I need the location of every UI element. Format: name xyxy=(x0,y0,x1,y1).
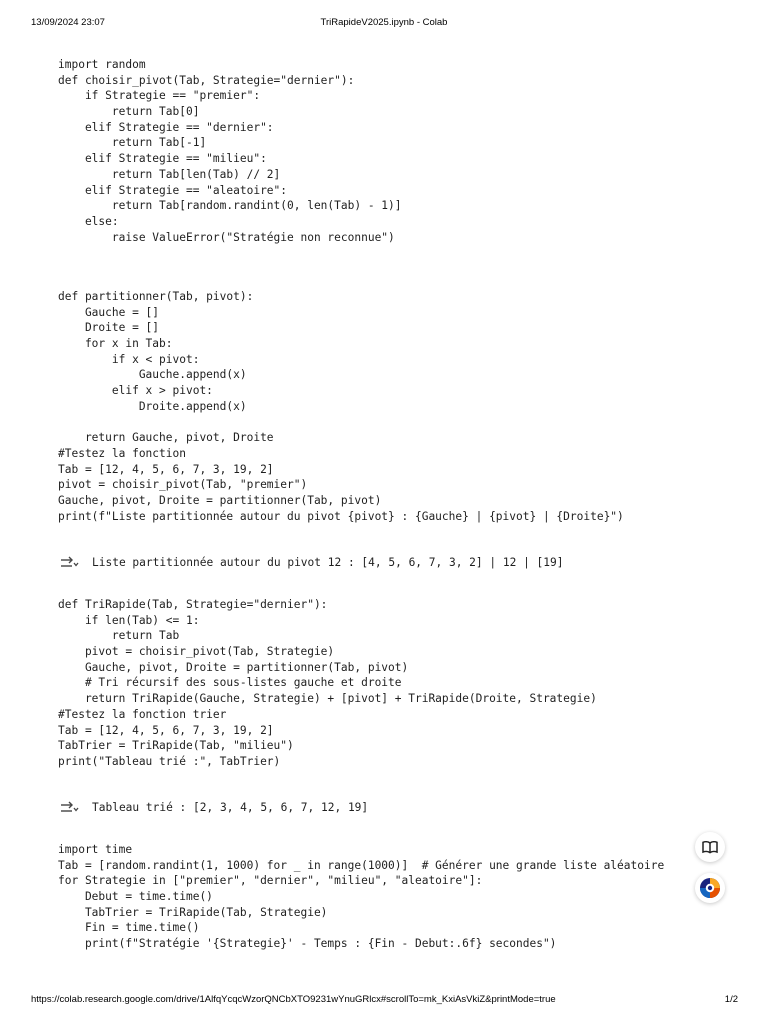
code-line: Gauche.append(x) xyxy=(58,368,247,382)
code-line: Tab = [12, 4, 5, 6, 7, 3, 19, 2] xyxy=(58,462,274,476)
output-text: Tableau trié : [2, 3, 4, 5, 6, 7, 12, 19] xyxy=(92,800,369,814)
print-url: https://colab.research.google.com/drive/1AlfqYcqcWzorQNCbXTO9231wYnuGRlcx#scrollTo=mk_KxiAsVkiZ&printMode=true xyxy=(31,994,556,1005)
cell-output-sorted xyxy=(58,798,368,816)
code-line: Debut = time.time() xyxy=(58,890,213,904)
code-line: return Tab[0] xyxy=(58,105,200,119)
code-line: return Tab[-1] xyxy=(58,136,207,150)
code-line: for x in Tab: xyxy=(58,337,173,351)
code-line: import time xyxy=(58,843,133,856)
code-line: Droite = [] xyxy=(58,321,160,335)
code-line xyxy=(58,415,624,431)
print-header xyxy=(0,17,768,31)
code-line: def partitionner(Tab, pivot): xyxy=(58,290,254,303)
code-cell-timing[interactable] xyxy=(58,842,664,952)
code-line: return Tab[random.randint(0, len(Tab) - 1)] xyxy=(58,199,402,213)
code-line: return Tab xyxy=(58,629,180,643)
code-line: pivot = choisir_pivot(Tab, "premier") xyxy=(58,478,308,492)
code-line: #Testez la fonction trier xyxy=(58,707,227,721)
code-line: Gauche, pivot, Droite = partitionner(Tab, pivot) xyxy=(58,493,382,507)
code-line: print(f"Stratégie '{Strategie}' - Temps : {Fin - Debut:.6f} secondes") xyxy=(58,937,557,951)
palette-icon xyxy=(699,877,721,899)
code-line: def choisir_pivot(Tab, Strategie="dernier"): xyxy=(58,73,355,87)
output-text: Liste partitionnée autour du pivot 12 : [4, 5, 6, 7, 3, 2] | 12 | [19] xyxy=(92,555,564,569)
code-line: #Testez la fonction xyxy=(58,446,186,460)
code-line: if len(Tab) <= 1: xyxy=(58,613,200,627)
code-line: # Tri récursif des sous-listes gauche et droite xyxy=(58,676,402,690)
code-line: TabTrier = TriRapide(Tab, Strategie) xyxy=(58,905,328,919)
code-line: TabTrier = TriRapide(Tab, "milieu") xyxy=(58,739,294,753)
code-line: for Strategie in ["premier", "dernier", "milieu", "aleatoire"]: xyxy=(58,874,483,888)
code-line: pivot = choisir_pivot(Tab, Strategie) xyxy=(58,645,335,659)
code-line: Droite.append(x) xyxy=(58,399,247,413)
cell-output-partition xyxy=(58,553,563,571)
code-cell-trirapide[interactable] xyxy=(58,597,597,770)
code-line: elif Strategie == "dernier": xyxy=(58,120,274,134)
page-title: TriRapideV2025.ipynb - Colab xyxy=(320,17,448,28)
code-line: return Tab[len(Tab) // 2] xyxy=(58,167,281,181)
code-line: raise ValueError("Stratégie non reconnue") xyxy=(58,230,395,244)
code-line: if x < pivot: xyxy=(58,352,200,366)
code-line: else: xyxy=(58,214,119,228)
book-button[interactable] xyxy=(695,832,725,862)
code-line: print(f"Liste partitionnée autour du pivot {pivot} : {Gauche} | {pivot} | {Droite}") xyxy=(58,509,624,523)
print-footer xyxy=(0,994,768,1008)
palette-button[interactable] xyxy=(695,873,725,903)
code-line: return Gauche, pivot, Droite xyxy=(58,431,274,445)
code-line: return TriRapide(Gauche, Strategie) + [pivot] + TriRapide(Droite, Strategie) xyxy=(58,692,597,706)
code-line: def TriRapide(Tab, Strategie="dernier"): xyxy=(58,598,328,611)
page-number: 1/2 xyxy=(724,994,738,1005)
code-line: elif x > pivot: xyxy=(58,384,213,398)
code-line: Gauche = [] xyxy=(58,305,160,319)
book-icon xyxy=(702,840,718,854)
code-line: elif Strategie == "aleatoire": xyxy=(58,183,288,197)
output-toggle-icon[interactable] xyxy=(58,555,80,569)
output-toggle-icon[interactable] xyxy=(58,800,80,814)
code-line: Fin = time.time() xyxy=(58,921,200,935)
code-line: Gauche, pivot, Droite = partitionner(Tab, pivot) xyxy=(58,660,409,674)
code-line: Tab = [random.randint(1, 1000) for _ in range(1000)] # Générer une grande liste aléatoire xyxy=(58,858,665,872)
code-line: import random xyxy=(58,58,146,71)
code-line: if Strategie == "premier": xyxy=(58,89,261,103)
code-line: Tab = [12, 4, 5, 6, 7, 3, 19, 2] xyxy=(58,723,274,737)
code-line: elif Strategie == "milieu": xyxy=(58,152,267,166)
code-line: print("Tableau trié :", TabTrier) xyxy=(58,754,281,768)
code-cell-choisir-pivot[interactable] xyxy=(58,57,402,245)
print-datetime: 13/09/2024 23:07 xyxy=(31,17,105,28)
code-cell-partitionner[interactable] xyxy=(58,289,624,524)
